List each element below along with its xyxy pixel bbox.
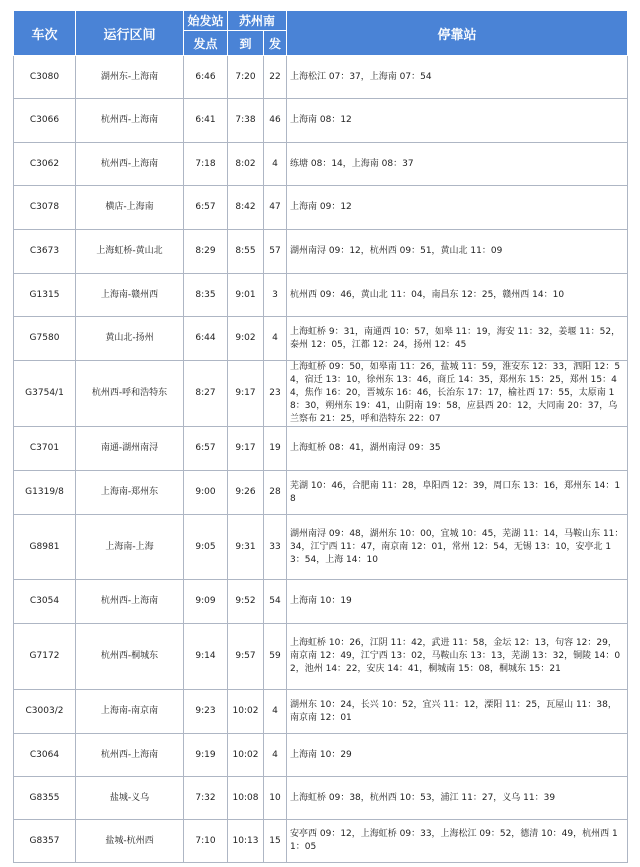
suzhou-arrive-time-cell: 10:02 (228, 690, 264, 734)
timetable-body (14, 56, 628, 863)
route-cell: 上海虹桥-黄山北 (76, 230, 184, 274)
suzhou-arrive-time-cell: 10:08 (228, 777, 264, 820)
suzhou-arrive-time-cell: 9:31 (228, 515, 264, 580)
route-cell: 盐城-杭州西 (76, 820, 184, 863)
train-number-cell: G8357 (14, 820, 76, 863)
suzhou-depart-minute-cell: 4 (264, 690, 287, 734)
origin-depart-time-cell: 8:35 (184, 274, 228, 317)
header-depart: 发 (264, 31, 287, 56)
suzhou-arrive-time-cell: 8:55 (228, 230, 264, 274)
suzhou-arrive-time-cell: 7:20 (228, 56, 264, 99)
table-row (14, 690, 628, 734)
suzhou-arrive-time-cell: 7:38 (228, 99, 264, 143)
suzhou-depart-minute-cell: 28 (264, 471, 287, 515)
timetable-container (13, 10, 627, 863)
header-origin: 始发站 (184, 11, 228, 31)
route-cell: 上海南-郑州东 (76, 471, 184, 515)
origin-depart-time-cell: 6:57 (184, 186, 228, 230)
suzhou-depart-minute-cell: 3 (264, 274, 287, 317)
suzhou-arrive-time-cell: 9:17 (228, 361, 264, 427)
stops-cell: 上海南 08：12 (287, 99, 628, 143)
train-number-cell: C3062 (14, 143, 76, 186)
stops-cell: 湖州东 10：24，长兴 10：52，宜兴 11：12，溧阳 11：25，瓦屋山 11：38，南京南 12：01 (287, 690, 628, 734)
suzhou-arrive-time-cell: 9:02 (228, 317, 264, 361)
suzhou-depart-minute-cell: 15 (264, 820, 287, 863)
route-cell: 杭州西-呼和浩特东 (76, 361, 184, 427)
train-number-cell: G7580 (14, 317, 76, 361)
route-cell: 黄山北-扬州 (76, 317, 184, 361)
table-row (14, 230, 628, 274)
origin-depart-time-cell: 8:27 (184, 361, 228, 427)
route-cell: 上海南-上海 (76, 515, 184, 580)
train-number-cell: G1319/8 (14, 471, 76, 515)
stops-cell: 上海虹桥 9：31，南通西 10：57，如皋 11：19，海安 11：32，姜堰 11：52，泰州 12：05，江都 12：24，扬州 12：45 (287, 317, 628, 361)
suzhou-arrive-time-cell: 9:52 (228, 580, 264, 624)
suzhou-arrive-time-cell: 8:02 (228, 143, 264, 186)
train-number-cell: C3078 (14, 186, 76, 230)
route-cell: 横店-上海南 (76, 186, 184, 230)
stops-cell: 湖州南浔 09：48，湖州东 10：00，宜城 10：45，芜湖 11：14，马鞍山东 11：34，江宁西 11：47，南京南 12：01，常州 12：54，无锡 13：10，安亭北 13：54，上海 14：10 (287, 515, 628, 580)
train-number-cell: C3064 (14, 734, 76, 777)
suzhou-depart-minute-cell: 10 (264, 777, 287, 820)
suzhou-depart-minute-cell: 4 (264, 143, 287, 186)
route-cell: 杭州西-上海南 (76, 580, 184, 624)
suzhou-arrive-time-cell: 10:13 (228, 820, 264, 863)
suzhou-depart-minute-cell: 57 (264, 230, 287, 274)
stops-cell: 杭州西 09：46，黄山北 11：04，南昌东 12：25，赣州西 14：10 (287, 274, 628, 317)
origin-depart-time-cell: 9:05 (184, 515, 228, 580)
origin-depart-time-cell: 9:19 (184, 734, 228, 777)
stops-cell: 上海南 10：19 (287, 580, 628, 624)
route-cell: 南通-湖州南浔 (76, 427, 184, 471)
suzhou-arrive-time-cell: 9:57 (228, 624, 264, 690)
table-row (14, 471, 628, 515)
train-number-cell: G8981 (14, 515, 76, 580)
table-row (14, 515, 628, 580)
stops-cell: 上海虹桥 09：38，杭州西 10：53，浦江 11：27，义乌 11：39 (287, 777, 628, 820)
stops-cell: 上海松江 07：37，上海南 07：54 (287, 56, 628, 99)
suzhou-depart-minute-cell: 4 (264, 734, 287, 777)
origin-depart-time-cell: 6:46 (184, 56, 228, 99)
suzhou-depart-minute-cell: 33 (264, 515, 287, 580)
timetable (13, 10, 628, 863)
suzhou-depart-minute-cell: 4 (264, 317, 287, 361)
suzhou-depart-minute-cell: 47 (264, 186, 287, 230)
origin-depart-time-cell: 9:14 (184, 624, 228, 690)
table-row (14, 99, 628, 143)
suzhou-depart-minute-cell: 59 (264, 624, 287, 690)
stops-cell: 上海虹桥 08：41，湖州南浔 09：35 (287, 427, 628, 471)
train-number-cell: G8355 (14, 777, 76, 820)
origin-depart-time-cell: 8:29 (184, 230, 228, 274)
train-number-cell: C3673 (14, 230, 76, 274)
suzhou-depart-minute-cell: 54 (264, 580, 287, 624)
suzhou-arrive-time-cell: 10:02 (228, 734, 264, 777)
origin-depart-time-cell: 6:44 (184, 317, 228, 361)
table-row (14, 361, 628, 427)
stops-cell: 上海虹桥 10：26，江阴 11：42，武进 11：58，金坛 12：13，句容 12：29，南京南 12：49，江宁西 13：02，马鞍山东 13：13，芜湖 13：32，铜陵 14：02，池州 14：22，安庆 14：41，桐城南 15：08，桐城东 15：21 (287, 624, 628, 690)
suzhou-depart-minute-cell: 23 (264, 361, 287, 427)
train-number-cell: C3054 (14, 580, 76, 624)
table-row (14, 580, 628, 624)
route-cell: 上海南-南京南 (76, 690, 184, 734)
suzhou-depart-minute-cell: 19 (264, 427, 287, 471)
route-cell: 杭州西-上海南 (76, 99, 184, 143)
header-route: 运行区间 (76, 11, 184, 56)
train-number-cell: C3080 (14, 56, 76, 99)
suzhou-arrive-time-cell: 8:42 (228, 186, 264, 230)
header-suzhou-south: 苏州南 (228, 11, 287, 31)
suzhou-arrive-time-cell: 9:26 (228, 471, 264, 515)
origin-depart-time-cell: 6:57 (184, 427, 228, 471)
header-arrive: 到 (228, 31, 264, 56)
stops-cell: 上海虹桥 09：50，如皋南 11：26，盐城 11：59，淮安东 12：33，泗阳 12：54，宿迁 13：10，徐州东 13：46，商丘 14：35，郑州东 15：25，郑州 15：44，焦作 16：20，晋城东 16：46，长治东 17：17，榆社西 17：55，太原南 18：30，朔州东 19：41，山阴南 19：58，应县西 20：12，大同南 20：37，乌兰察布 21：25，呼和浩特东 22：07 (287, 361, 628, 427)
suzhou-depart-minute-cell: 22 (264, 56, 287, 99)
route-cell: 杭州西-桐城东 (76, 624, 184, 690)
table-row (14, 427, 628, 471)
route-cell: 盐城-义乌 (76, 777, 184, 820)
table-row (14, 274, 628, 317)
stops-cell: 芜湖 10：46，合肥南 11：28，阜阳西 12：39，周口东 13：16，郑州东 14：18 (287, 471, 628, 515)
suzhou-depart-minute-cell: 46 (264, 99, 287, 143)
origin-depart-time-cell: 7:18 (184, 143, 228, 186)
suzhou-arrive-time-cell: 9:01 (228, 274, 264, 317)
table-row (14, 734, 628, 777)
train-number-cell: C3701 (14, 427, 76, 471)
header-stops: 停靠站 (287, 11, 628, 56)
train-number-cell: G3754/1 (14, 361, 76, 427)
train-number-cell: C3066 (14, 99, 76, 143)
train-number-cell: G1315 (14, 274, 76, 317)
route-cell: 杭州西-上海南 (76, 143, 184, 186)
table-row (14, 624, 628, 690)
stops-cell: 安亭西 09：12，上海虹桥 09：33，上海松江 09：52，德清 10：49，杭州西 11：05 (287, 820, 628, 863)
table-row (14, 777, 628, 820)
table-row (14, 56, 628, 99)
route-cell: 上海南-赣州西 (76, 274, 184, 317)
route-cell: 杭州西-上海南 (76, 734, 184, 777)
suzhou-arrive-time-cell: 9:17 (228, 427, 264, 471)
table-row (14, 317, 628, 361)
header-train: 车次 (14, 11, 76, 56)
table-row (14, 186, 628, 230)
header-origin-depart: 发点 (184, 31, 228, 56)
table-row (14, 820, 628, 863)
route-cell: 湖州东-上海南 (76, 56, 184, 99)
stops-cell: 上海南 10：29 (287, 734, 628, 777)
origin-depart-time-cell: 9:09 (184, 580, 228, 624)
origin-depart-time-cell: 9:00 (184, 471, 228, 515)
stops-cell: 上海南 09：12 (287, 186, 628, 230)
train-number-cell: C3003/2 (14, 690, 76, 734)
origin-depart-time-cell: 7:10 (184, 820, 228, 863)
stops-cell: 湖州南浔 09：12，杭州西 09：51，黄山北 11：09 (287, 230, 628, 274)
stops-cell: 练塘 08：14，上海南 08：37 (287, 143, 628, 186)
origin-depart-time-cell: 9:23 (184, 690, 228, 734)
train-number-cell: G7172 (14, 624, 76, 690)
origin-depart-time-cell: 7:32 (184, 777, 228, 820)
origin-depart-time-cell: 6:41 (184, 99, 228, 143)
table-row (14, 143, 628, 186)
